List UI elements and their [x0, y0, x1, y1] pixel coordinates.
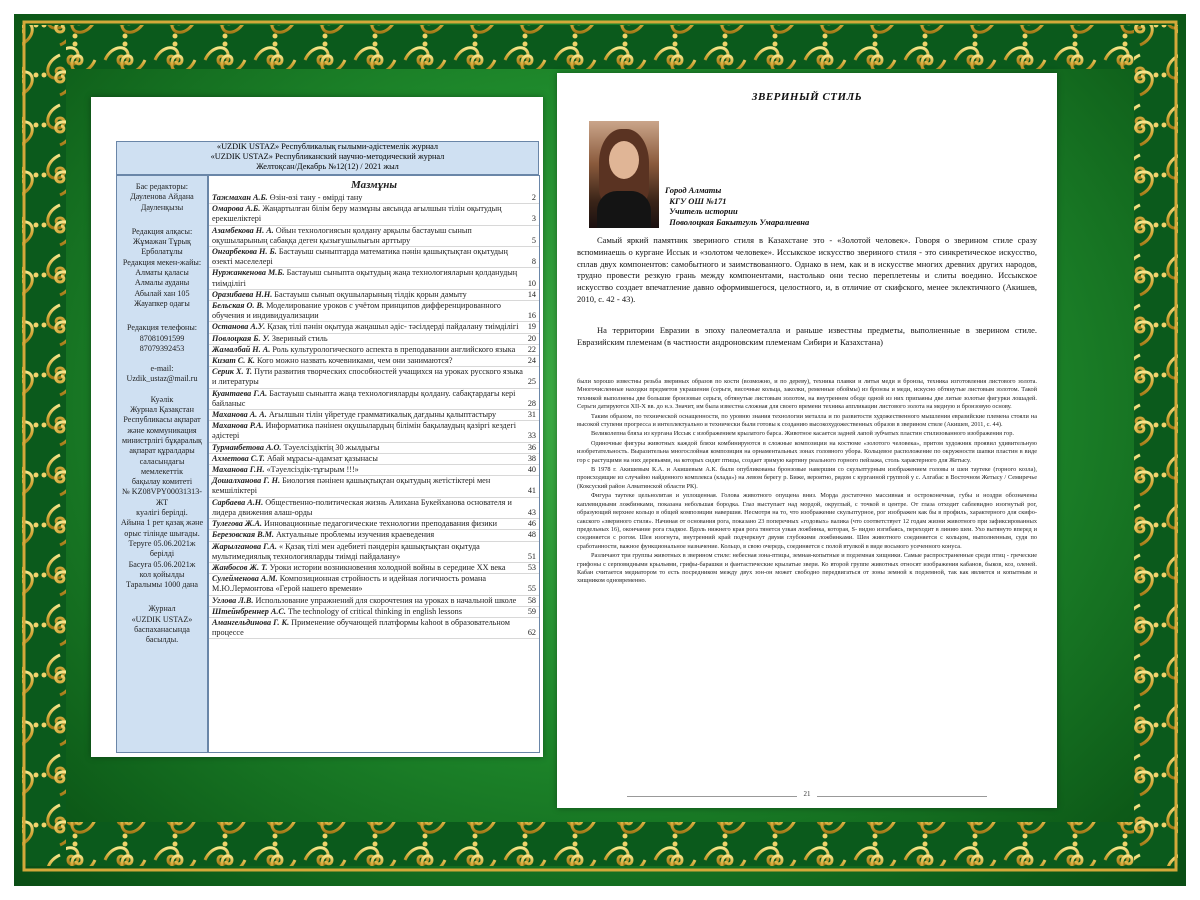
- author-line: Учитель истории: [665, 206, 738, 217]
- toc-page-number: 51: [527, 551, 536, 561]
- toc-page-number: 43: [527, 507, 536, 517]
- toc-author: Амангельдинова Г. К.: [212, 617, 290, 627]
- toc-entry-title: The technology of critical thinking in english lessons: [287, 606, 462, 616]
- toc-page-number: 46: [527, 519, 536, 529]
- article-body-text: [577, 378, 1037, 587]
- toc-author: Сарбаева А.Н.: [212, 497, 264, 507]
- article-body-paragraph: Различают три группы животных в зверином стиле: небесная зона-птицы, земная-копытные и подземная хищники. Самые распространенные среди птиц - греческие грифоны с серповидными крыльями, грифы-барашки и фантастические крылатые звери. Ко второй группе животных относят изображения кабанов, быков, коз, оленей. Кабан считается медиатором то есть посредником между двух зон-он может свободно передвигаться от зоны земной к подземной, так как является и копытным и хищником одновременно.: [577, 552, 1037, 585]
- toc-author: Дошалханова Г. Н.: [212, 476, 281, 486]
- toc-page-number: 28: [527, 398, 536, 408]
- article-body-paragraph: Одиночные фигуры животных каждой бляхи комбинируются в сложные композиции на костюме «золотого человека», притом художник проявил удивительную изобретательность. Выразительна многослойная композиция на орнаментальных зонах головного убора. Кольцевое расположение по окружности шапки пластин в виде гор с растущими на них деревьями, на которых сидят птицы, создает зримую картину реального горного пейзажа, столь характерного для Жетысу.: [577, 439, 1037, 464]
- sidebar-block: Редакция телефоны: 87081091599 87079392453: [126, 323, 198, 353]
- toc-entry-title: Қазақ тілі пәнін оқытуда жаңашыл әдіс- тәсілдерді пайдалану тиімділігі: [267, 322, 519, 332]
- toc-row: [209, 498, 539, 519]
- toc-author: Оразибаева Н.Н.: [212, 289, 273, 299]
- toc-entry-title: Абай мұрасы-адамзат қазынасы: [266, 453, 378, 463]
- article-body-paragraph: Таким образом, по технической оснащенности, по уровню знания технологии металла и по развитости художественного мышления евразийские племена стояли на высокой ступени прогресса и интеллектуально и технически были готовы к созданию высокохудожественных образов в зверином стиле (Акишев, 2011, с. 44).: [577, 412, 1037, 429]
- toc-page-number: 40: [527, 465, 536, 475]
- toc-row: [209, 454, 539, 465]
- toc-row: [209, 607, 539, 618]
- article-paragraph: На территории Евразии в эпоху палеометалла и раньше известны предметы, выполненные в зверином стиле. Евразийским племенам (в частности андроновским племенам Сибири и Казахстана): [577, 325, 1037, 347]
- toc-author: Онгарбекова Н. Б.: [212, 247, 277, 257]
- toc-page-number: 2: [531, 193, 536, 202]
- toc-entry-title: Ағылшын тілін үйретуде грамматикалық дағдыны қалыптастыру: [268, 410, 497, 420]
- toc-author: Бельская О. В.: [212, 301, 265, 311]
- toc-page-number: 10: [527, 278, 536, 288]
- toc-page-number: 24: [527, 356, 536, 366]
- toc-row: [209, 443, 539, 454]
- author-line: Поволоцкая Бакытгуль Умаралиевна: [665, 216, 810, 227]
- toc-row: [209, 334, 539, 345]
- toc-row: [209, 268, 539, 289]
- toc-page-number: 3: [531, 214, 536, 224]
- toc-author: Куантаева Г.А.: [212, 388, 268, 398]
- toc-author: Тулегова Ж.А.: [212, 519, 262, 529]
- toc-page-number: 41: [527, 486, 536, 496]
- toc-entry-title: Композиционная стройность и идейная логичность романа М.Ю.Лермонтова «Герой нашего времени»: [212, 574, 486, 594]
- toc-entry-title: Использование упражнений для скорочтения на уроках в начальной школе: [255, 595, 517, 605]
- toc-row: [209, 476, 539, 497]
- toc-row: [209, 530, 539, 541]
- toc-entry-title: « Қазақ тілі мен әдебиеті пәндерін қашықтықтан оқытуда мультимедиялық технологияларды тиімді пайдалану»: [212, 541, 480, 561]
- toc-page-number: 55: [527, 584, 536, 594]
- table-of-contents: [208, 175, 540, 753]
- toc-entry-title: «Тәуелсіздік-тұғырым !!!»: [266, 465, 359, 475]
- toc-entry-title: Роль культурологического аспекта в преподавании английского языка: [272, 344, 516, 354]
- toc-author: Серик Х. Т.: [212, 367, 253, 377]
- toc-entry-title: Актуальные проблемы изучения краеведения: [276, 530, 435, 540]
- sidebar-block: Бас редакторы: Дауленова Айдана Дауленқызы: [130, 182, 194, 212]
- article-body-paragraph: Фигура таутеке цельнолитая и уплощенная. Голова животного опущена вниз. Морда достаточно массивная и остроконечная, губы и ноздри обозначены каплевидными ложбинками, показана небольшая бородка. Глаз выступает над мордой, округлый, с точкой в центре. От глаза отходит саблевидно изогнутый рог, образующий верхнее кольцо в общей композиции навершия. Несмотря на то, что изображение скульптурное, рог изображен как бы в профиль, характерного для скифо-сакского «звериного стиля». Начиная от основания рога, показано 23 поперечных «годовых» валика (что соответствует 12 годам жизни животного при зафиксированных предельных 16), окончание рога гладкое. Вдоль нижнего края рога тянется узкая ложбинка, которая, S- видно изгибаясь, переходит в линию шеи. Ухо вытянуто вперед и соединяется с рогом. Шея изогнута, внутренний край подчеркнут двумя глубокими ложбинками. Шея животного соединяется с кольцом, выполненным, судя по сработанности, важное функциональное назначение. Кольцо, в свою очередь, соединяется с полой втулкой в виде восьмого усеченного конуса.: [577, 492, 1037, 550]
- toc-entry-title: Информатика пәнінен оқушылардың білімін бақылаудың қазіргі кездегі әдістері: [212, 421, 516, 441]
- toc-author: Повлоцкая Б. У.: [212, 333, 270, 343]
- article-paragraph: Самый яркий памятник звериного стиля в Казахстане это - «Золотой человек». Говоря о зверином стиле сразу вспоминаешь о кургане Иссык и «золотом человеке». Иссыкское искусство звериного стиля - это синкретическое искусство, сплав двух компонентов: самобытного и заимствованного. Однако в нем, как и в искусстве многих древних других народов, трудно провести резкую грань между компонентами, настолько они тесно переплетены и слиты воедино. Иссыкское искусство создает впечатление давно оформившегося, целостного, и, в отличие от скифского, менее эклектичного (Акишев, 2010, с. 42 - 43).: [577, 235, 1037, 304]
- author-line: Город Алматы: [665, 185, 722, 195]
- toc-page-number: 22: [527, 344, 536, 354]
- toc-row: [209, 301, 539, 322]
- toc-row: [209, 367, 539, 388]
- toc-author: Маханова Г.Н.: [212, 465, 265, 475]
- toc-entry-title: Биология пәнінен қашықтықтан оқытудың жетістіктері мен кемшіліктері: [212, 476, 491, 496]
- journal-header: [116, 141, 539, 175]
- toc-row: [209, 574, 539, 595]
- toc-row: [209, 226, 539, 247]
- toc-row: [209, 290, 539, 301]
- toc-author: Жанбосов Ж. Т.: [212, 562, 268, 572]
- toc-entry-title: Өзін-өзі тану - өмірді тану: [269, 193, 363, 202]
- toc-entry-title: Кого можно назвать кочевниками, чем они занимаются?: [257, 356, 453, 366]
- toc-entry-title: Пути развития творческих способностей учащихся на уроках русского языка и литературы: [212, 367, 523, 387]
- article-body-paragraph: Великолепна бляха из кургана Иссык с изображением крылатого барса. Животное касается задней лапой зубчатых пластин стилизованного изображения гор.: [591, 430, 1014, 438]
- page-number: 21: [797, 790, 817, 798]
- toc-entry-title: Уроки истории возникновения холодной войны в середине XX века: [269, 562, 506, 572]
- toc-page-number: 53: [527, 562, 536, 572]
- sidebar-block: Журнал «UZDIK USTAZ» баспаханасында басылды.: [131, 604, 193, 645]
- author-info: [665, 185, 809, 227]
- article-page: [557, 73, 1057, 808]
- toc-row: [209, 204, 539, 225]
- toc-author: Нуржанкенова М.Б.: [212, 268, 285, 278]
- toc-row: [209, 389, 539, 410]
- toc-author: Турманбетова А.О.: [212, 442, 282, 452]
- toc-title: Мазмұны: [351, 179, 397, 191]
- header-line: «UZDIK USTAZ» Республиканский научно-методический журнал: [210, 152, 445, 161]
- toc-page-number: 25: [527, 377, 536, 387]
- toc-row: [209, 322, 539, 333]
- toc-row: [209, 356, 539, 367]
- toc-page-number: 38: [527, 453, 536, 463]
- sidebar-block: Редакция алқасы: Жұмажан Тұрық Ерболатұлы Редакция мекен-жайы: Алматы қаласы Алмалы ауданы Абылай хан 105 Жауапкер одағы: [122, 226, 202, 308]
- toc-page-number: 33: [527, 431, 536, 441]
- toc-page-number: 62: [527, 628, 536, 638]
- toc-author: Ахметова С.Т.: [212, 453, 265, 463]
- toc-row: [209, 247, 539, 268]
- toc-row: [209, 519, 539, 530]
- toc-entry-title: Бастауыш сыныпта жаңа технологияларды қолдану. сабақтардағы кері байланыс: [212, 388, 516, 408]
- toc-author: Березовская В.М.: [212, 530, 274, 540]
- toc-page-number: 48: [527, 530, 536, 540]
- toc-row: [209, 542, 539, 563]
- article-body-paragraph: В 1978 г. Акишевым К.А. и Акишевым А.К. были опубликованы бронзовые навершия со скульптурным изображением головы и шеи таутеке (горного козла), происходящие из случайно найденного комплекса (клада») на левом берегу р. Бижe, вероятно, рядом с курганной группой у с. Алгабас в Восточном Жетысу / Семиречье (Коксуский район Алматинской области РК).: [577, 466, 1037, 490]
- toc-row: [209, 465, 539, 476]
- toc-entry-title: Жаңартылған білім беру мазмұны аясында ағылшын тілін оқытудың ерекшеліктері: [212, 204, 502, 224]
- article-title: ЗВЕРИНЫЙ СТИЛЬ: [751, 91, 863, 103]
- toc-entry-title: Инновационные педагогические технологии преподавания физики: [264, 519, 498, 529]
- toc-page-number: 8: [531, 257, 536, 267]
- toc-author: Углова Л.В.: [212, 595, 254, 605]
- toc-author: Омарова А.Б.: [212, 204, 261, 214]
- toc-row: [209, 563, 539, 574]
- toc-entry-title: Бастауыш сыныптарда математика пәнін қашықтықтан оқытудың өзекті мәселелері: [212, 247, 508, 267]
- journal-contents-page: [91, 97, 543, 757]
- toc-row: [209, 410, 539, 421]
- toc-entry-title: Моделирование уроков с учётом принципов дифференцированного обучения и индивидуализации: [212, 301, 502, 321]
- toc-row: [209, 618, 539, 639]
- toc-author: Азамбекова Н. А.: [212, 225, 274, 235]
- sidebar-block: Куәлік Журнал Қазақстан Республикасы ақпарат және коммуникация министрлігі бұқаралық ақпарат құралдары салаcындағы мемлекеттік бақылау комитеті № KZ08VPY00031313- ЖТ куәлігі берілді. Айына 1 рет қазақ және орыс тілінде шығады. Теруге 05.06.2021ж берілді Басуға 05.06.2021ж кол қойылды Таралымы 1000 дана: [120, 394, 204, 590]
- toc-author: Маханова Р.А.: [212, 421, 264, 431]
- toc-entry-title: Тәуелсіздіктің 30 жылдығы: [283, 442, 380, 452]
- toc-author: Тажмахан А.Б.: [212, 193, 268, 202]
- toc-entry-title: Ойын технологиясын қолдану арқылы бастауыш сынып оқушыларының сабаққа деген қызығушылығын арттыру: [212, 225, 472, 245]
- toc-page-number: 14: [527, 289, 536, 299]
- toc-row: [209, 193, 539, 204]
- toc-author: Кизат С. К.: [212, 356, 255, 366]
- toc-entry-title: Бастауыш сыныпта оқытудың жаңа технологияларын қолданудың тиімділігі: [212, 268, 518, 288]
- toc-entry-title: Звериный стиль: [271, 333, 328, 343]
- toc-entry-title: Бастауыш сынып оқушыларының тілдік қорын дамыту: [274, 289, 467, 299]
- toc-page-number: 36: [527, 442, 536, 452]
- toc-entry-title: Общественно-политическая жизнь Алихана Букейханова основателя и лидера движения алаш-орды: [212, 497, 512, 517]
- article-body-paragraph: были хорошо известны резьба звериных образов по кости (возможно, и по дереву), техника плавки и литья меди и бронзы, техника изготовления листового золота. Многочисленные находки предметов украшения (серьги, височные кольца, заколки, ременные обоймы) из бронзы и меди, искусно обтянутые листовым золотом. Такой техникой выполнены две большие бронзовые серьги, обтянутые листовым золотом, на внутреннем ободе одной из них припаяны две литые золотые фигурки лошадей. Серьги датируются XII-X вв. до н.э. Значит, им была известна сложная для своего времени техника аппликации листового золота на медную и бронзовую основу.: [577, 378, 1037, 411]
- editorial-sidebar: [116, 175, 208, 753]
- author-line: КГУ ОШ №171: [665, 195, 727, 206]
- author-photo: [589, 121, 659, 228]
- header-line: «UZDIK USTAZ» Республикалық ғылыми-әдістемелік журнал: [216, 142, 439, 151]
- toc-author: Жарылганова Г.А.: [212, 541, 277, 551]
- toc-page-number: 20: [527, 333, 536, 343]
- toc-author: Маханова А. А.: [212, 410, 267, 420]
- toc-page-number: 19: [527, 322, 536, 332]
- toc-page-number: 5: [531, 235, 536, 245]
- toc-author: Останова А.У.: [212, 322, 266, 332]
- toc-page-number: 31: [527, 410, 536, 420]
- toc-page-number: 58: [527, 595, 536, 605]
- header-line: Желтоқсан/Декабрь №12(12) / 2021 жыл: [256, 162, 399, 171]
- sidebar-block: e-mail: Uzdik_ustaz@mail.ru: [126, 364, 198, 384]
- toc-author: Сулейменова А.М.: [212, 574, 278, 584]
- toc-row: [209, 421, 539, 442]
- toc-entry-title: Применение обучающей платформы kahoot в образовательном процессе: [212, 617, 510, 638]
- toc-row: [209, 345, 539, 356]
- toc-row: [209, 596, 539, 607]
- toc-page-number: 59: [527, 606, 536, 616]
- toc-list: [209, 193, 539, 639]
- toc-author: Жамалбай Н. А.: [212, 344, 271, 354]
- toc-author: Штейнбреннер А.С.: [212, 606, 286, 616]
- toc-page-number: 16: [527, 311, 536, 321]
